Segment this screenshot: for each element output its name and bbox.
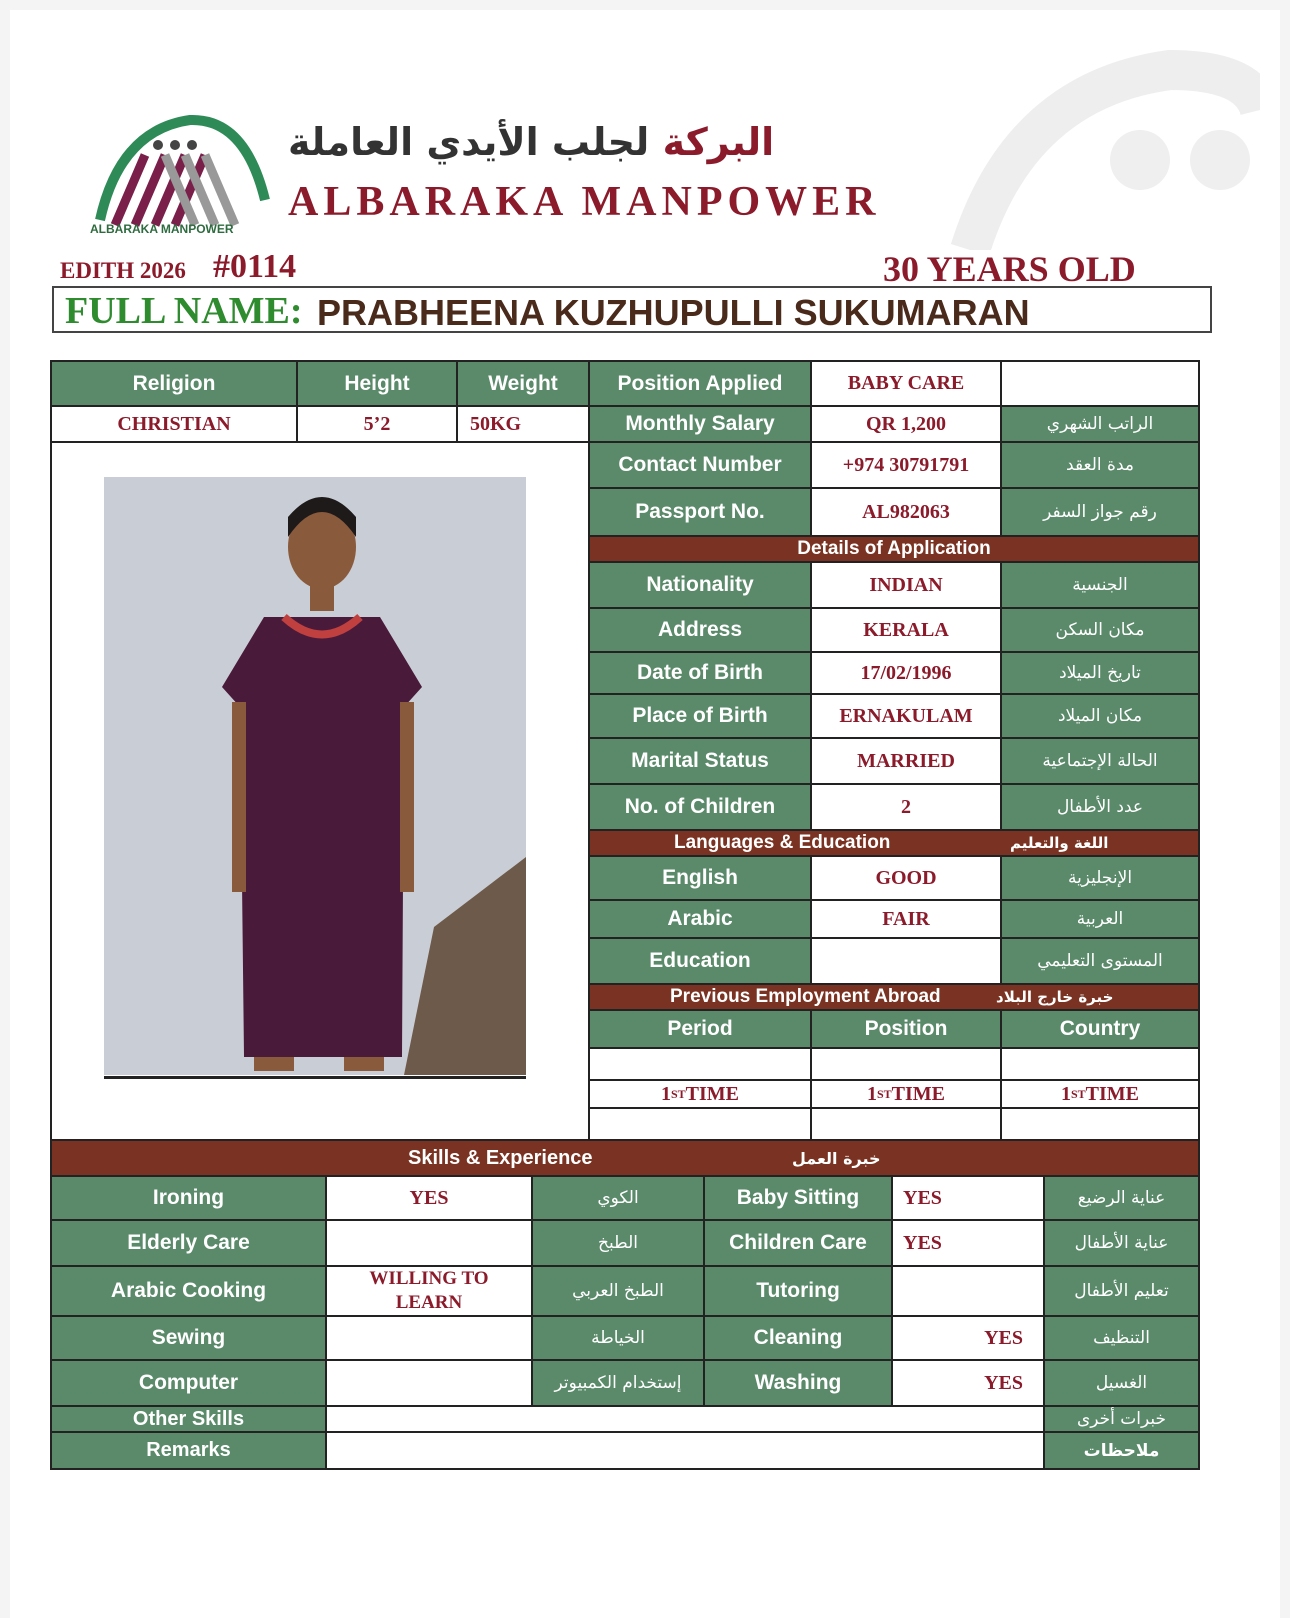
- height-header: Height: [296, 360, 458, 407]
- children-care-ar: عناية الأطفال: [1043, 1219, 1200, 1267]
- education-label: Education: [588, 937, 812, 985]
- arabic-label: Arabic: [588, 899, 812, 939]
- period-empty: [588, 1047, 812, 1081]
- ref-number: #0114: [213, 248, 297, 285]
- age-label: 30 YEARS OLD: [883, 249, 1136, 289]
- children-ar: عدد الأطفال: [1000, 783, 1200, 831]
- languages-title: Languages & Education: [674, 832, 891, 853]
- contact-ar: مدة العقد: [1000, 441, 1200, 489]
- dob-label: Date of Birth: [588, 651, 812, 695]
- washing-ar: الغسيل: [1043, 1359, 1200, 1407]
- other-skills-ar: خبرات أخرى: [1043, 1405, 1200, 1433]
- country-empty: [1000, 1047, 1200, 1081]
- languages-section: [588, 829, 1200, 857]
- watermark-logo: [940, 50, 1260, 250]
- contact-value: +974 30791791: [810, 441, 1002, 489]
- weight-header: Weight: [456, 360, 590, 407]
- address-ar: مكان السكن: [1000, 607, 1200, 653]
- english-company-name: ALBARAKA MANPOWER: [288, 179, 881, 225]
- salary-value: QR 1,200: [810, 405, 1002, 443]
- other-skills-value: [325, 1405, 1045, 1433]
- height-value: 5’2: [296, 405, 458, 443]
- address-label: Address: [588, 607, 812, 653]
- computer-value: [325, 1359, 533, 1407]
- tutoring-label: Tutoring: [703, 1265, 893, 1317]
- children-care-value: YES: [891, 1219, 1045, 1267]
- contact-label: Contact Number: [588, 441, 812, 489]
- remarks-label: Remarks: [50, 1431, 327, 1470]
- arabic-ar: العربية: [1000, 899, 1200, 939]
- skills-section: [50, 1139, 1200, 1177]
- position-empty-row: [810, 1047, 1002, 1081]
- marital-value: MARRIED: [810, 737, 1002, 785]
- country-header: Country: [1000, 1009, 1200, 1049]
- sewing-label: Sewing: [50, 1315, 327, 1361]
- washing-label: Washing: [703, 1359, 893, 1407]
- position-first-time: 1 ST TIME: [810, 1079, 1002, 1109]
- languages-title-ar: اللغة والتعليم: [1010, 834, 1109, 852]
- marital-ar: الحالة الإجتماعية: [1000, 737, 1200, 785]
- ironing-value: YES: [325, 1175, 533, 1221]
- salary-label: Monthly Salary: [588, 405, 812, 443]
- religion-value: CHRISTIAN: [50, 405, 298, 443]
- salary-ar: الراتب الشهري: [1000, 405, 1200, 443]
- period-empty-2: [588, 1107, 812, 1141]
- english-label: English: [588, 855, 812, 901]
- passport-ar: رقم جواز السفر: [1000, 487, 1200, 537]
- cleaning-value: YES: [891, 1315, 1045, 1361]
- position-header: Position: [810, 1009, 1002, 1049]
- remarks-value: [325, 1431, 1045, 1470]
- nationality-value: INDIAN: [810, 561, 1002, 609]
- passport-value: AL982063: [810, 487, 1002, 537]
- address-value: KERALA: [810, 607, 1002, 653]
- passport-label: Passport No.: [588, 487, 812, 537]
- children-value: 2: [810, 783, 1002, 831]
- arabic-cooking-ar: الطبخ العربي: [531, 1265, 705, 1317]
- elderly-care-label: Elderly Care: [50, 1219, 327, 1267]
- cv-sheet: [10, 10, 1280, 1618]
- dob-value: 17/02/1996: [810, 651, 1002, 695]
- children-label: No. of Children: [588, 783, 812, 831]
- period-header: Period: [588, 1009, 812, 1049]
- sewing-value: [325, 1315, 533, 1361]
- education-value: [810, 937, 1002, 985]
- position-empty-2: [810, 1107, 1002, 1141]
- pob-ar: مكان الميلاد: [1000, 693, 1200, 739]
- remarks-ar: ملاحظات: [1043, 1431, 1200, 1470]
- ironing-label: Ironing: [50, 1175, 327, 1221]
- tutoring-value: [891, 1265, 1045, 1317]
- country-empty-2: [1000, 1107, 1200, 1141]
- position-label: Position Applied: [588, 360, 812, 407]
- arabic-cooking-label: Arabic Cooking: [50, 1265, 327, 1317]
- position-value: BABY CARE: [810, 360, 1002, 407]
- employment-title-ar: خبرة خارج البلاد: [996, 988, 1114, 1006]
- position-empty: [1000, 360, 1200, 407]
- washing-value: YES: [891, 1359, 1045, 1407]
- marital-label: Marital Status: [588, 737, 812, 785]
- skills-title-ar: خبرة العمل: [792, 1148, 881, 1168]
- arabic-company-name: البركة لجلب الأيدي العاملة: [288, 120, 775, 164]
- english-ar: الإنجليزية: [1000, 855, 1200, 901]
- elderly-care-value: [325, 1219, 533, 1267]
- skills-title: Skills & Experience: [408, 1146, 593, 1169]
- arabic-value: FAIR: [810, 899, 1002, 939]
- religion-header: Religion: [50, 360, 298, 407]
- children-care-label: Children Care: [703, 1219, 893, 1267]
- country-first-time: 1 ST TIME: [1000, 1079, 1200, 1109]
- education-ar: المستوى التعليمي: [1000, 937, 1200, 985]
- english-value: GOOD: [810, 855, 1002, 901]
- ironing-ar: الكوي: [531, 1175, 705, 1221]
- applicant-photo: [104, 477, 526, 1075]
- other-skills-label: Other Skills: [50, 1405, 327, 1433]
- employment-section: [588, 983, 1200, 1011]
- period-first-time: 1 ST TIME: [588, 1079, 812, 1109]
- pob-value: ERNAKULAM: [810, 693, 1002, 739]
- nationality-label: Nationality: [588, 561, 812, 609]
- dob-ar: تاريخ الميلاد: [1000, 651, 1200, 695]
- photo-underline: [104, 1076, 526, 1079]
- baby-sitting-label: Baby Sitting: [703, 1175, 893, 1221]
- weight-value: 50KG: [456, 405, 590, 443]
- logo-caption: ALBARAKA MANPOWER: [90, 222, 234, 236]
- arabic-cooking-value: WILLING TO LEARN: [325, 1265, 533, 1317]
- edition-label: EDITH 2026: [60, 258, 186, 283]
- computer-label: Computer: [50, 1359, 327, 1407]
- elderly-care-ar: الطبخ: [531, 1219, 705, 1267]
- baby-sitting-ar: عناية الرضيع: [1043, 1175, 1200, 1221]
- nationality-ar: الجنسية: [1000, 561, 1200, 609]
- computer-ar: إستخدام الكمبيوتر: [531, 1359, 705, 1407]
- employment-title: Previous Employment Abroad: [670, 986, 941, 1007]
- full-name-value: PRABHEENA KUZHUPULLI SUKUMARAN: [317, 292, 1030, 333]
- tutoring-ar: تعليم الأطفال: [1043, 1265, 1200, 1317]
- cleaning-label: Cleaning: [703, 1315, 893, 1361]
- cleaning-ar: التنظيف: [1043, 1315, 1200, 1361]
- sewing-ar: الخياطة: [531, 1315, 705, 1361]
- full-name-label: FULL NAME:: [65, 290, 303, 332]
- pob-label: Place of Birth: [588, 693, 812, 739]
- baby-sitting-value: YES: [891, 1175, 1045, 1221]
- details-section-title: Details of Application: [588, 535, 1200, 563]
